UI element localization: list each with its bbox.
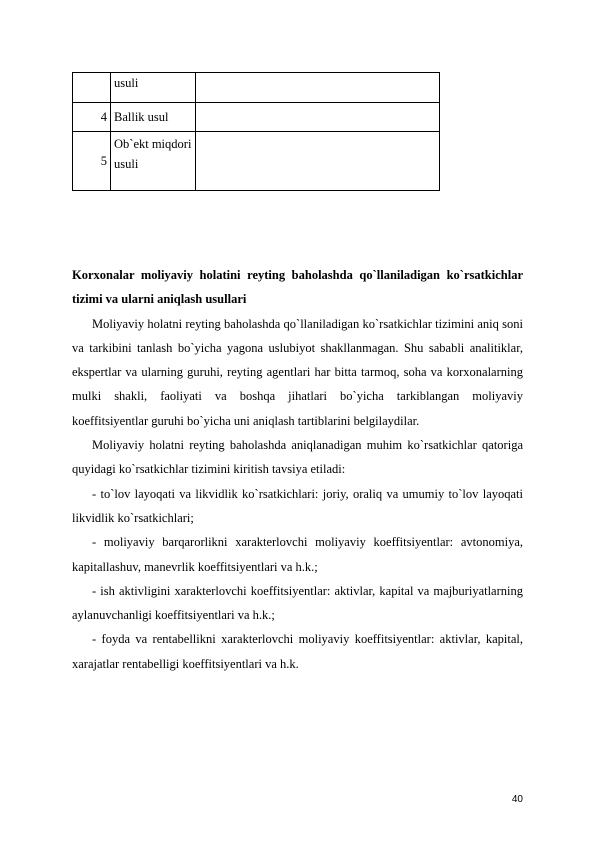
- paragraph: Moliyaviy holatni reyting baholashda aniqlanadigan muhim ko`rsatkichlar qatoriga quyidagi ko`rsatkichlar tizimini kiritish tavsiya etiladi:: [72, 438, 523, 477]
- table-row: [73, 103, 440, 132]
- method-name: Ballik usul: [111, 103, 196, 132]
- table-row: [73, 132, 440, 191]
- method-value: [196, 132, 440, 191]
- row-number: [73, 73, 111, 103]
- list-item: - foyda va rentabellikni xarakterlovchi moliyaviy koeffitsiyentlar: aktivlar, kapital, xarajatlar rentabelligi koeffitsiyentlari va h.k.: [72, 632, 523, 671]
- methods-table: [72, 72, 440, 191]
- table-row: [73, 73, 440, 103]
- section-heading: Korxonalar moliyaviy holatini reyting baholashda qo`llaniladigan ko`rsatkichlar tizimi va ularni aniqlash usullari: [72, 268, 523, 307]
- method-value: [196, 103, 440, 132]
- section-body: [72, 263, 523, 676]
- list-item: - moliyaviy barqarorlikni xarakterlovchi moliyaviy koeffitsiyentlar: avtonomiya, kapitallashuv, manevrlik koeffitsiyentlari va h.k.;: [72, 535, 523, 574]
- row-number: 5: [73, 132, 111, 191]
- method-value: [196, 73, 440, 103]
- list-item: - ish aktivligini xarakterlovchi koeffitsiyentlar: aktivlar, kapital va majburiyatlarning aylanuvchanligi koeffitsiyentlari va h.k.;: [72, 583, 523, 623]
- method-name: usuli: [111, 73, 196, 103]
- list-item: - to`lov layoqati va likvidlik ko`rsatkichlari: joriy, oraliq va umumiy to`lov layoqati likvidlik ko`rsatkichlari;: [72, 486, 523, 525]
- row-number: 4: [73, 103, 111, 132]
- method-name: Ob`ekt miqdori usuli: [111, 132, 196, 191]
- page-number: 40: [511, 794, 523, 805]
- paragraph: Moliyaviy holatni reyting baholashda qo`llaniladigan ko`rsatkichlar tizimini aniq soni va tarkibini tanlash bo`yicha yagona uslubiyot shakllanmagan. Shu sababli analitiklar, ekspertlar va ularning guruhi, reyting agentlari har bitta tarmoq, soha va korxonalarning mulki shakli, faoliyati va boshqa jihatlari bo`yicha tarkiblangan moliyaviy koeffitsiyentlar guruhi bo`yicha uni aniqlash tartiblarini belgilaydilar.: [72, 316, 523, 428]
